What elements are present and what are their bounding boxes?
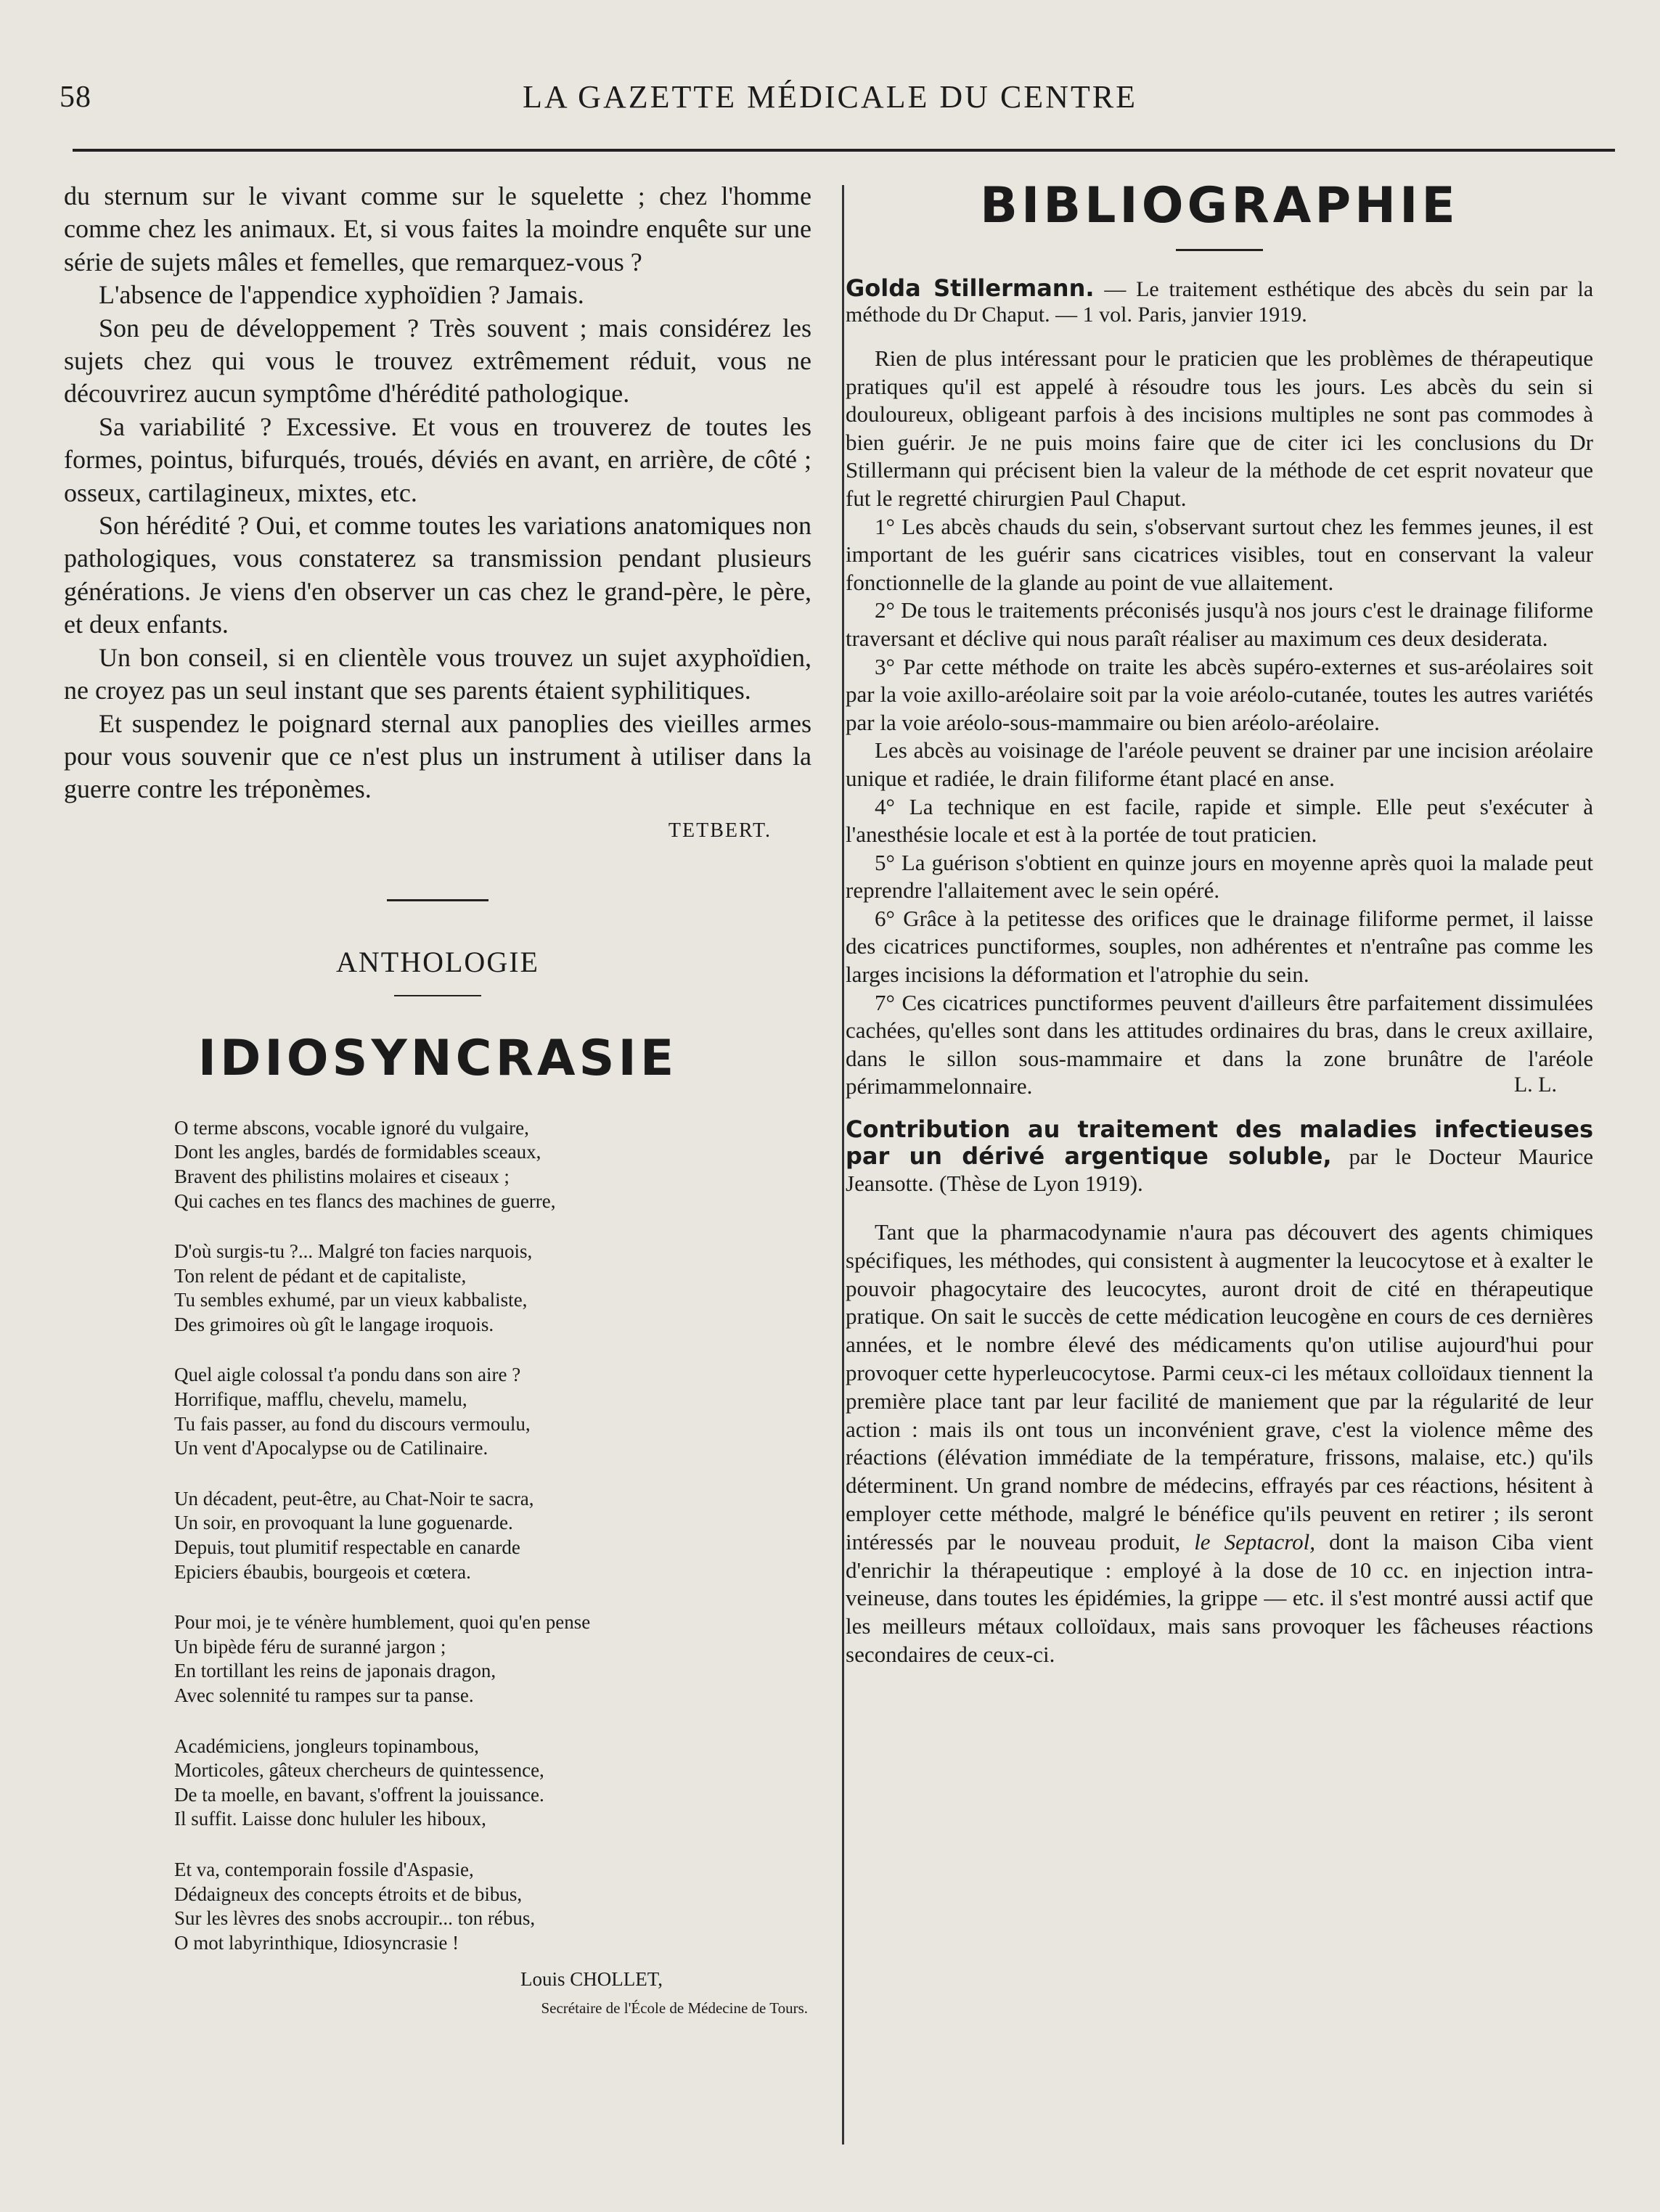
poem-stanza bbox=[174, 1363, 811, 1460]
article-paragraph: Un bon conseil, si en clientèle vous trouvez un sujet axyphoïdien, ne croyez pas un seul instant que ses parents étaient syphilitiques. bbox=[64, 642, 811, 705]
poem-verse: Tu sembles exhumé, par un vieux kabbaliste, bbox=[174, 1289, 528, 1311]
poem-stanza bbox=[174, 1610, 811, 1708]
poem-verse: Des grimoires où gît le langage iroquois. bbox=[174, 1313, 494, 1335]
bibliography-underline bbox=[1176, 249, 1263, 251]
article-paragraph: Son hérédité ? Oui, et comme toutes les variations anatomiques non pathologiques, vous constaterez sa transmission pendant plusieurs générations. Je viens d'en observer un cas chez le grand-père, le père, et deux enfants. bbox=[64, 511, 811, 639]
poem-stanza bbox=[174, 1858, 811, 1955]
review-paragraph: 3° Par cette méthode on traite les abcès supéro-externes et sus-aréolaires soit par la voie axillo-aréolaire soit par la voie aréolo-cutanée, toutes les autres variétés par la voie aréolo-sous-mammaire ou bien aréolo-aréolaire. bbox=[846, 653, 1593, 735]
section-divider bbox=[387, 899, 488, 901]
bibliography-heading: BIBLIOGRAPHIE bbox=[980, 177, 1459, 234]
review-text: dont la maison Ciba vient d'enrichir la thérapeutique : employé à la dose de 10 cc. en injection intra-veineuse, dans toutes les épidémies, la grippe — etc. il s'est montré aussi actif que les meilleurs métaux colloïdaux, mais sans provoquer les fâcheuses réactions secondaires de ceux-ci. bbox=[846, 1528, 1593, 1667]
poem-verse: Depuis, tout plumitif respectable en canarde bbox=[174, 1536, 520, 1559]
review-author: Golda Stillermann. bbox=[846, 274, 1095, 302]
review-entry-header bbox=[846, 276, 1593, 327]
poem-verse: Bravent des philistins molaires et ciseaux ; bbox=[174, 1165, 510, 1187]
poem-author: Louis CHOLLET, bbox=[520, 1968, 663, 1991]
poem-verse: Pour moi, je te vénère humblement, quoi qu'en pense bbox=[174, 1611, 591, 1634]
poem-stanza bbox=[174, 1116, 811, 1213]
column-divider bbox=[842, 185, 844, 2145]
poem-verse: O terme abscons, vocable ignoré du vulgaire, bbox=[174, 1116, 529, 1139]
poem-stanza bbox=[174, 1487, 811, 1584]
review-paragraph: 2° De tous le traitements préconisés jusqu'à nos jours c'est le drainage filiforme traversant et déclive qui nous paraît réaliser au maximum ces deux desiderata. bbox=[846, 597, 1593, 651]
poem-verse: Tu fais passer, au fond du discours vermoulu, bbox=[174, 1412, 531, 1435]
poem-author-role: Secrétaire de l'École de Médecine de Tours. bbox=[541, 1999, 808, 2018]
poem-title: IDIOSYNCRASIE bbox=[197, 1029, 678, 1087]
poem-verse: Ton relent de pédant et de capitaliste, bbox=[174, 1264, 467, 1287]
poem-verse: Horrifique, mafflu, chevelu, mamelu, bbox=[174, 1388, 467, 1411]
poem-stanza bbox=[174, 1734, 811, 1832]
product-name: le Septacrol, bbox=[1194, 1528, 1316, 1554]
poem-verse: Avec solennité tu rampes sur ta panse. bbox=[174, 1684, 474, 1706]
review-entry-header bbox=[846, 1116, 1593, 1197]
poem-verse: Un vent d'Apocalypse ou de Catilinaire. bbox=[174, 1437, 488, 1459]
poem-verse: Epiciers ébaubis, bourgeois et cœtera. bbox=[174, 1560, 471, 1583]
review-citation: — Le traitement esthétique des abcès du sein par la méthode du Dr Chaput. — 1 vol. Paris, janvier 1919. bbox=[846, 277, 1594, 327]
review-entry-body bbox=[846, 345, 1593, 1097]
poem-verse: Académiciens, jongleurs topinambous, bbox=[174, 1734, 479, 1757]
left-column bbox=[64, 180, 811, 2018]
anthology-underline bbox=[394, 995, 481, 996]
poem-verse: Un bipède féru de suranné jargon ; bbox=[174, 1635, 446, 1658]
article-paragraph: Et suspendez le poignard sternal aux panoplies des vieilles armes pour vous souvenir que ce n'est plus un instrument à utiliser dans la guerre contre les tréponèmes. bbox=[64, 708, 811, 804]
article-paragraph: Sa variabilité ? Excessive. Et vous en trouverez de toutes les formes, pointus, bifurqués, troués, déviés en avant, en arrière, de côté ; osseux, cartilagineux, mixtes, etc. bbox=[64, 411, 811, 507]
review-paragraph bbox=[846, 1218, 1593, 1669]
article-paragraph: du sternum sur le vivant comme sur le squelette ; chez l'homme comme chez les animaux. Et, si vous faites la moindre enquête sur une série de sujets mâles et femelles, que remarquez-vous ? bbox=[64, 181, 811, 276]
poem-verse: Et va, contemporain fossile d'Aspasie, bbox=[174, 1858, 474, 1880]
review-paragraph: 1° Les abcès chauds du sein, s'observant surtout chez les femmes jeunes, il est important de les guérir sans cicatrices visibles, tout en conservant la valeur fonctionnelle de la glande au point de vue allaitement. bbox=[846, 513, 1593, 595]
poem-stanza bbox=[174, 1240, 811, 1337]
review-entry-body bbox=[846, 1218, 1593, 1669]
poem-verse: Quel aigle colossal t'a pondu dans son aire ? bbox=[174, 1364, 521, 1386]
review-paragraph: Les abcès au voisinage de l'aréole peuvent se drainer par une incision aréolaire unique et radiée, le drain filiforme étant placé en anse. bbox=[846, 737, 1593, 791]
header-rule bbox=[73, 149, 1615, 152]
poem-verse: Un soir, en provoquant la lune goguenarde. bbox=[174, 1512, 513, 1534]
poem-verse: Il suffit. Laisse donc hululer les hiboux, bbox=[174, 1808, 486, 1830]
poem-verse: Sur les lèvres des snobs accroupir... ton rébus, bbox=[174, 1907, 536, 1930]
page-number: 58 bbox=[60, 81, 91, 114]
poem-verse: Dédaigneux des concepts étroits et de bibus, bbox=[174, 1883, 523, 1905]
right-column bbox=[846, 177, 1594, 1669]
review-paragraph: 6° Grâce à la petitesse des orifices que le drainage filiforme permet, il laisse des cicatrices punctiformes, souples, non adhérentes et n'entraîne pas comme les larges incisions la déformation et l'atrophie du sein. bbox=[846, 905, 1593, 988]
review-paragraph: 5° La guérison s'obtient en quinze jours en moyenne après quoi la malade peut reprendre l'allaitement avec le sein opéré. bbox=[846, 849, 1593, 904]
poem-verse: De ta moelle, en bavant, s'offrent la jouissance. bbox=[174, 1783, 544, 1806]
poem-verse: Morticoles, gâteux chercheurs de quintessence, bbox=[174, 1759, 544, 1782]
poem-verse: En tortillant les reins de japonais dragon, bbox=[174, 1660, 496, 1682]
article-paragraph: L'absence de l'appendice xyphoïdien ? Jamais. bbox=[99, 280, 584, 310]
poem bbox=[64, 1116, 811, 1956]
thesis-title: Contribution au traitement des maladies infectieuses par un dérivé argentique soluble, bbox=[846, 1115, 1593, 1171]
poem-verse: Un décadent, peut-être, au Chat-Noir te sacra, bbox=[174, 1487, 534, 1510]
review-paragraph: 4° La technique en est facile, rapide et simple. Elle peut s'exécuter à l'anesthésie locale et est à la portée de tout praticien. bbox=[846, 793, 1593, 848]
article-signature: TETBERT. bbox=[668, 819, 772, 842]
poem-verse: Dont les angles, bardés de formidables sceaux, bbox=[174, 1141, 541, 1163]
poem-verse: D'où surgis-tu ?... Malgré ton facies narquois, bbox=[174, 1240, 533, 1263]
review-initials: L. L. bbox=[1513, 1073, 1557, 1097]
anthology-heading: ANTHOLOGIE bbox=[336, 945, 539, 978]
review-paragraph: Rien de plus intéressant pour le praticien que les problèmes de thérapeutique pratiques qu'il est appelé à résoudre tous les jours. Les abcès du sein si douloureux, obligeant parfois à des incisions multiples ne sont pas commodes à bien guérir. Je ne puis moins faire que de citer ici les conclusions du Dr Stillermann qui précisent bien la valeur de la méthode de cet esprit novateur que fut le regretté chirurgien Paul Chaput. bbox=[846, 345, 1593, 511]
running-title: LA GAZETTE MÉDICALE DU CENTRE bbox=[522, 79, 1138, 115]
review-text: Tant que la pharmacodynamie n'aura pas découvert des agents chimiques spécifiques, les méthodes, qui consistent à augmenter la leucocytose et à exalter le pouvoir phagocytaire des leucocytes, auront droit de cité en thérapeutique pratique. On sait le succès de cette médication leucogène en cours de ces dernières années, et le nombre élevé des médicaments qu'on utilise aujourd'hui pour provoquer cette hyperleucocytose. Parmi ceux-ci les métaux colloïdaux tiennent la première place tant par leur facilité de maniement que par la régularité de leur action : mais ils ont tous un inconvénient grave, c'est la violence même des réactions (élévation immédiate de la température, frissons, malaise, etc.) qu'ils déterminent. Un grand nombre de médecins, effrayés par ces réactions, hésitent à employer cette méthode, malgré le bénéfice qu'ils peuvent en retirer ; ils seront intéressés par le nouveau produit, bbox=[846, 1219, 1593, 1554]
review-paragraph: 7° Ces cicatrices punctiformes peuvent d'ailleurs être parfaitement dissimulées cachées, qu'elles sont dans les attitudes ordinaires du bras, dans le creux axillaire, dans le sillon sous-mammaire et dans la zone brunâtre de l'aréole périmammelonnaire. bbox=[846, 989, 1593, 1099]
poem-verse: Qui caches en tes flancs des machines de guerre, bbox=[174, 1189, 556, 1212]
thesis-byline: par le Docteur Maurice Jeansotte. (Thèse de Lyon 1919). bbox=[846, 1144, 1594, 1197]
article-paragraph: Son peu de développement ? Très souvent ; mais considérez les sujets chez qui vous le trouvez extrêmement réduit, vous ne découvrirez aucun symptôme d'hérédité pathologique. bbox=[64, 313, 811, 409]
poem-verse: O mot labyrinthique, Idiosyncrasie ! bbox=[174, 1931, 459, 1954]
